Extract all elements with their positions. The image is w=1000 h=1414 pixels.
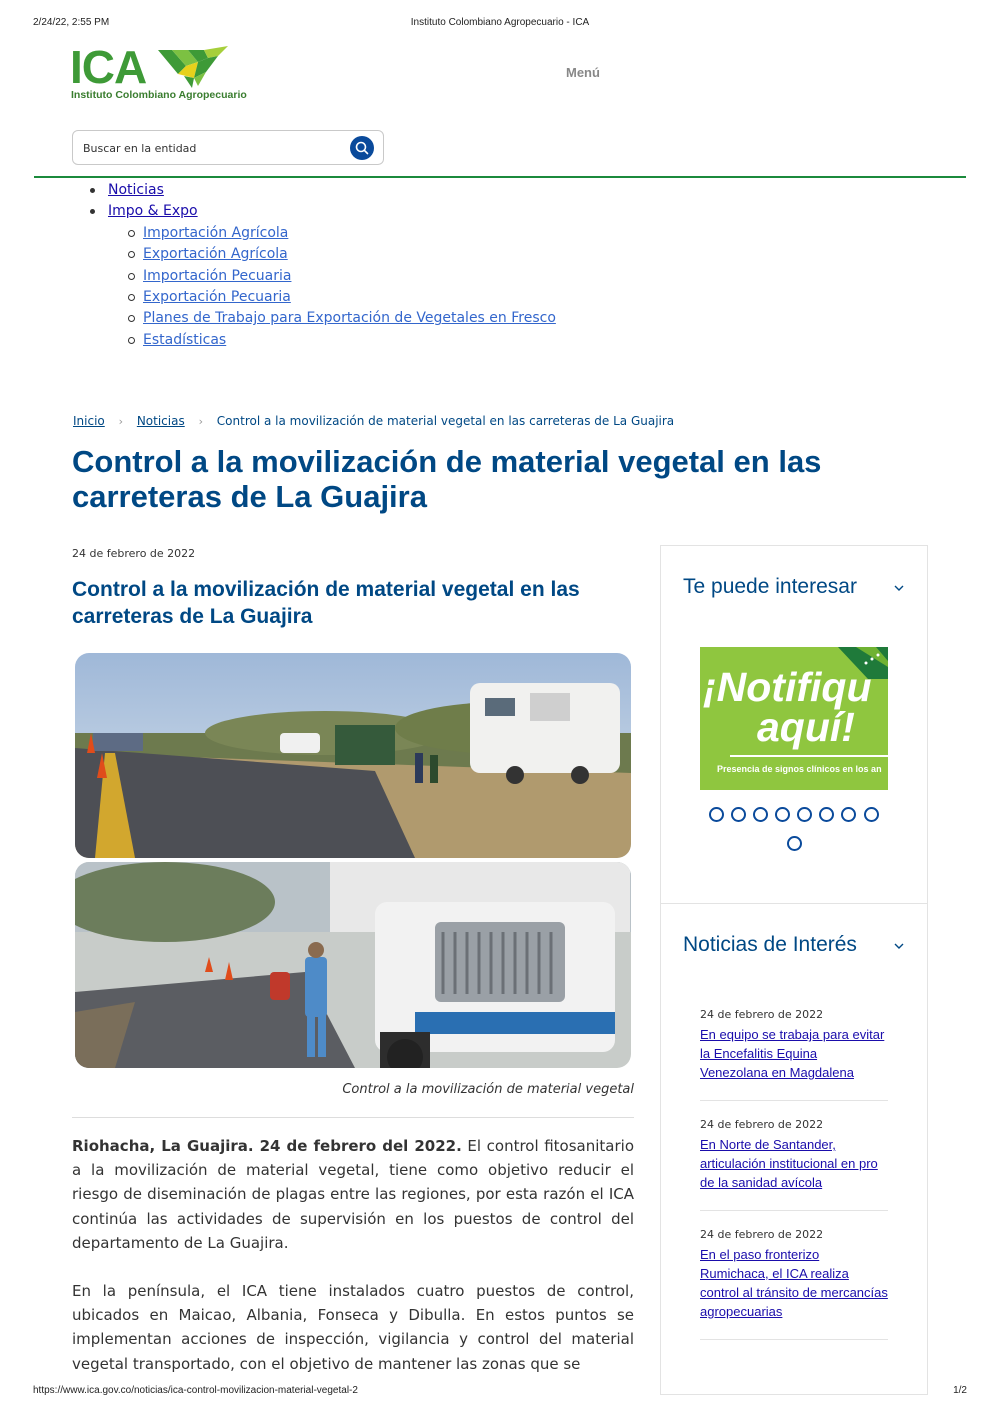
logo-mark-icon [158,46,230,90]
main-nav [90,180,556,351]
article-paragraph-2: En la península, el ICA tiene instalados cuatro puestos de control, ubicados en Maicao, Albania, Fonseca y Dibulla. En estos puntos se implementan acciones de inspección, vigilancia y control del material vegetal transportado, con el objetivo de mantener las zonas que se [72,1282,634,1373]
breadcrumb-current: Control a la movilización de material vegetal en las carreteras de La Guajira [216,414,675,428]
carousel-dot[interactable] [775,807,790,822]
print-header [33,17,967,31]
chevron-right-icon: › [118,415,123,428]
article-lead: Riohacha, La Guajira. 24 de febrero del 2022. [72,1137,462,1155]
menu-button[interactable]: Menú [566,65,600,80]
chevron-down-icon [893,584,905,592]
article-body [72,1134,634,1400]
news-link[interactable]: En el paso fronterizo Rumichaca, el ICA realiza control al tránsito de mercancías agropecuarias [700,1247,888,1319]
publish-date: 24 de febrero de 2022 [72,547,196,560]
breadcrumb [73,414,674,428]
nav-item-noticias [90,180,556,201]
article-lead-rest: El control fitosanitario a la movilización de material vegetal, tiene como objetivo reducir el riesgo de diseminación de plagas entre las regiones, por esta razón el ICA continúa las actividades de supervisión en los puestos de control del departamento de La Guajira. [72,1137,635,1252]
news-link[interactable]: En equipo se trabaja para evitar la Encefalitis Equina Venezolana en Magdalena [700,1027,885,1080]
caption-divider [72,1117,634,1118]
print-page-number: 1/2 [953,1385,967,1396]
news-date: 24 de febrero de 2022 [700,1228,824,1241]
nav-link-importacion-pecuaria[interactable]: Importación Pecuaria [143,267,292,284]
promo-line-3: Presencia de signos clínicos en los an [717,764,882,774]
news-item [700,1117,888,1211]
truck-photo-illustration [75,862,631,1068]
carousel-dot[interactable] [797,807,812,822]
carousel-dot[interactable] [787,836,802,851]
print-url: https://www.ica.gov.co/noticias/ica-control-movilizacion-material-vegetal-2 [33,1385,358,1396]
chevron-right-icon: › [198,415,203,428]
logo-subtitle: Instituto Colombiano Agropecuario [71,89,247,101]
nav-subitem [126,308,556,329]
article-paragraph-1 [72,1134,634,1255]
sidebar-divider [660,903,928,904]
nav-link-exportacion-pecuaria[interactable]: Exportación Pecuaria [143,289,291,306]
news-interest-title: Noticias de Interés [683,933,857,956]
nav-submenu [126,223,556,351]
news-date: 24 de febrero de 2022 [700,1008,824,1021]
news-item [700,1227,888,1340]
carousel-dot[interactable] [709,807,724,822]
chevron-down-icon [893,942,905,950]
news-item [700,1007,888,1101]
page-title: Control a la movilización de material vegetal en las carreteras de La Guajira [72,444,822,514]
carousel-dot[interactable] [753,807,768,822]
header-divider [34,176,966,178]
nav-link-estadisticas[interactable]: Estadísticas [143,331,227,348]
search-button[interactable] [350,136,374,160]
print-footer [33,1385,967,1399]
nav-link-importacion-agricola[interactable]: Importación Agrícola [143,224,289,241]
news-list [700,1007,888,1356]
nav-link-exportacion-agricola[interactable]: Exportación Agrícola [143,246,288,263]
nav-subitem [126,244,556,265]
carousel-dot[interactable] [731,807,746,822]
checkpoint-photo-illustration [75,653,631,858]
print-doc-title: Instituto Colombiano Agropecuario - ICA [410,17,590,28]
news-date: 24 de febrero de 2022 [700,1118,824,1131]
nav-link-impo-expo[interactable]: Impo & Expo [108,203,198,220]
nav-link-planes-trabajo[interactable]: Planes de Trabajo para Exportación de Vegetales en Fresco [143,310,556,327]
promo-line-2: aquí! [757,704,855,750]
search-input[interactable] [83,139,333,157]
search-box [72,130,384,165]
article-photo-checkpoint [75,653,631,858]
notify-promo-banner[interactable] [700,647,888,790]
carousel-dot[interactable] [841,807,856,822]
interest-title: Te puede interesar [683,575,857,598]
article-photo-truck [75,862,631,1068]
article-subtitle: Control a la movilización de material vegetal en las carreteras de La Guajira [72,578,580,628]
search-icon [350,136,374,160]
nav-subitem [126,266,556,287]
logo-text: ICA [70,41,147,93]
news-link[interactable]: En Norte de Santander, articulación institucional en pro de la sanidad avícola [700,1137,878,1190]
photo-caption: Control a la movilización de material vegetal [342,1082,634,1097]
nav-subitem [126,330,556,351]
interest-header[interactable] [683,575,857,599]
breadcrumb-home[interactable]: Inicio [73,414,105,428]
promo-rule [730,755,888,757]
nav-link-noticias[interactable]: Noticias [108,182,164,198]
nav-item-impo-expo [90,201,556,351]
carousel-dot[interactable] [819,807,834,822]
nav-subitem [126,287,556,308]
ica-logo[interactable] [70,41,247,104]
nav-subitem [126,223,556,244]
promo-line-1: ¡Notifiqu [703,664,872,710]
news-interest-header[interactable] [683,933,857,957]
carousel-dot[interactable] [864,807,879,822]
breadcrumb-section[interactable]: Noticias [136,414,185,428]
print-datetime: 2/24/22, 2:55 PM [33,17,110,28]
